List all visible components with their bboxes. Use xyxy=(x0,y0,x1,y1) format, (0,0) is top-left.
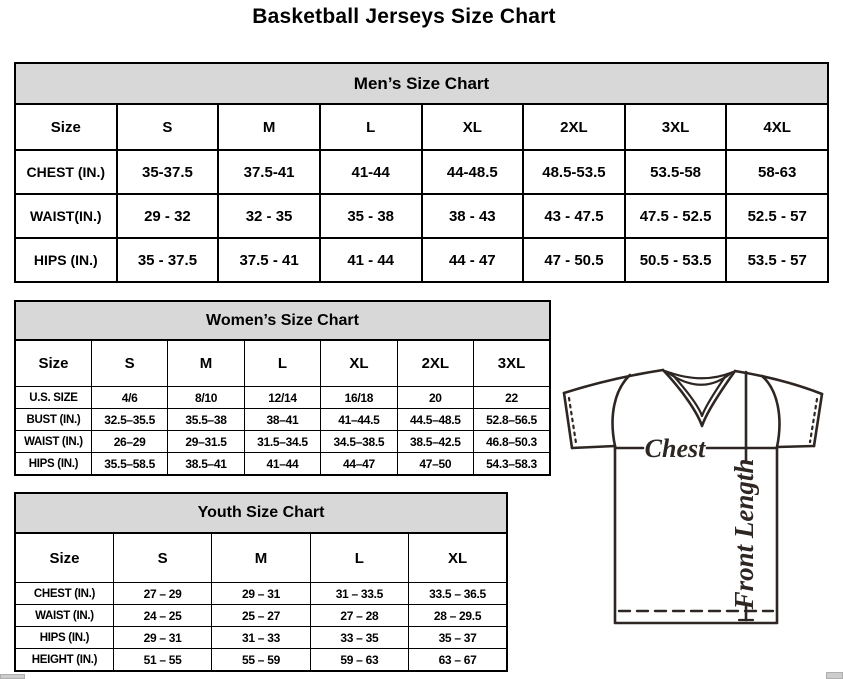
table-row xyxy=(15,150,828,194)
size-value-cell: 50.5 - 53.5 xyxy=(625,238,727,282)
size-value-cell: 32.5–35.5 xyxy=(91,409,167,431)
column-header-row xyxy=(15,340,550,387)
column-header: 2XL xyxy=(523,104,625,150)
size-value-cell: 35.5–58.5 xyxy=(91,453,167,476)
size-value-cell: 35-37.5 xyxy=(117,150,219,194)
column-header: XL xyxy=(409,533,507,583)
column-header: 2XL xyxy=(397,340,473,387)
size-value-cell: 55 – 59 xyxy=(212,649,310,672)
jersey-outline-icon xyxy=(556,362,840,664)
size-value-cell: 35 - 37.5 xyxy=(117,238,219,282)
size-value-cell: 44 - 47 xyxy=(422,238,524,282)
size-value-cell: 28 – 29.5 xyxy=(409,605,507,627)
size-value-cell: 41–44.5 xyxy=(321,409,397,431)
size-value-cell: 41-44 xyxy=(320,150,422,194)
table-row xyxy=(15,627,507,649)
table-row xyxy=(15,238,828,282)
row-label: CHEST (IN.) xyxy=(15,583,113,605)
size-value-cell: 52.8–56.5 xyxy=(474,409,550,431)
column-header: S xyxy=(117,104,219,150)
size-value-cell: 29 – 31 xyxy=(212,583,310,605)
table-title-row xyxy=(15,63,828,104)
size-value-cell: 46.8–50.3 xyxy=(474,431,550,453)
table-row xyxy=(15,453,550,476)
size-value-cell: 24 – 25 xyxy=(113,605,211,627)
scrollbar-corner-fragment[interactable] xyxy=(826,672,843,679)
size-value-cell: 38.5–42.5 xyxy=(397,431,473,453)
column-header: 3XL xyxy=(474,340,550,387)
column-header: 4XL xyxy=(726,104,828,150)
front-length-label: Front Length xyxy=(729,458,759,610)
size-value-cell: 54.3–58.3 xyxy=(474,453,550,476)
size-value-cell: 38 - 43 xyxy=(422,194,524,238)
row-label: HIPS (IN.) xyxy=(15,627,113,649)
womens-size-table xyxy=(14,300,551,476)
size-value-cell: 29–31.5 xyxy=(168,431,244,453)
size-value-cell: 59 – 63 xyxy=(310,649,408,672)
size-value-cell: 27 – 29 xyxy=(113,583,211,605)
size-value-cell: 33.5 – 36.5 xyxy=(409,583,507,605)
column-header-row xyxy=(15,104,828,150)
size-value-cell: 52.5 - 57 xyxy=(726,194,828,238)
table-row xyxy=(15,605,507,627)
row-label: WAIST (IN.) xyxy=(15,431,91,453)
row-label: HEIGHT (IN.) xyxy=(15,649,113,672)
size-value-cell: 20 xyxy=(397,387,473,409)
size-value-cell: 33 – 35 xyxy=(310,627,408,649)
column-header: 3XL xyxy=(625,104,727,150)
size-value-cell: 35 - 38 xyxy=(320,194,422,238)
youth-size-table xyxy=(14,492,508,672)
size-value-cell: 26–29 xyxy=(91,431,167,453)
size-value-cell: 37.5-41 xyxy=(218,150,320,194)
size-value-cell: 35.5–38 xyxy=(168,409,244,431)
table-row xyxy=(15,431,550,453)
column-header: L xyxy=(310,533,408,583)
size-value-cell: 47 - 50.5 xyxy=(523,238,625,282)
row-label: HIPS (IN.) xyxy=(15,453,91,476)
column-header: L xyxy=(320,104,422,150)
size-value-cell: 41–44 xyxy=(244,453,320,476)
size-value-cell: 44–47 xyxy=(321,453,397,476)
size-value-cell: 34.5–38.5 xyxy=(321,431,397,453)
size-value-cell: 43 - 47.5 xyxy=(523,194,625,238)
youth-chart-title: Youth Size Chart xyxy=(15,493,507,533)
mens-size-table xyxy=(14,62,829,283)
size-value-cell: 58-63 xyxy=(726,150,828,194)
size-value-cell: 29 – 31 xyxy=(113,627,211,649)
row-label: U.S. SIZE xyxy=(15,387,91,409)
table-title-row xyxy=(15,301,550,340)
size-value-cell: 31 – 33 xyxy=(212,627,310,649)
size-value-cell: 53.5 - 57 xyxy=(726,238,828,282)
table-title-row xyxy=(15,493,507,533)
column-header: S xyxy=(91,340,167,387)
size-value-cell: 48.5-53.5 xyxy=(523,150,625,194)
table-row xyxy=(15,409,550,431)
size-value-cell: 12/14 xyxy=(244,387,320,409)
row-label: WAIST(IN.) xyxy=(15,194,117,238)
column-header: M xyxy=(218,104,320,150)
size-value-cell: 16/18 xyxy=(321,387,397,409)
size-value-cell: 29 - 32 xyxy=(117,194,219,238)
size-value-cell: 51 – 55 xyxy=(113,649,211,672)
size-value-cell: 4/6 xyxy=(91,387,167,409)
size-value-cell: 47.5 - 52.5 xyxy=(625,194,727,238)
size-value-cell: 22 xyxy=(474,387,550,409)
column-header: M xyxy=(168,340,244,387)
size-value-cell: 37.5 - 41 xyxy=(218,238,320,282)
womens-chart-title: Women’s Size Chart xyxy=(15,301,550,340)
size-value-cell: 25 – 27 xyxy=(212,605,310,627)
size-value-cell: 47–50 xyxy=(397,453,473,476)
size-value-cell: 27 – 28 xyxy=(310,605,408,627)
jersey-measurement-diagram xyxy=(556,362,840,664)
column-header: L xyxy=(244,340,320,387)
row-label: CHEST (IN.) xyxy=(15,150,117,194)
row-label: WAIST (IN.) xyxy=(15,605,113,627)
column-header: Size xyxy=(15,533,113,583)
row-label: HIPS (IN.) xyxy=(15,238,117,282)
size-value-cell: 31 – 33.5 xyxy=(310,583,408,605)
column-header: XL xyxy=(422,104,524,150)
size-value-cell: 38–41 xyxy=(244,409,320,431)
size-value-cell: 38.5–41 xyxy=(168,453,244,476)
size-value-cell: 31.5–34.5 xyxy=(244,431,320,453)
size-value-cell: 8/10 xyxy=(168,387,244,409)
size-value-cell: 41 - 44 xyxy=(320,238,422,282)
column-header: Size xyxy=(15,104,117,150)
table-row xyxy=(15,387,550,409)
size-value-cell: 44-48.5 xyxy=(422,150,524,194)
size-value-cell: 63 – 67 xyxy=(409,649,507,672)
page-title: Basketball Jerseys Size Chart xyxy=(252,5,556,28)
chest-label: Chest xyxy=(644,434,706,463)
table-row xyxy=(15,649,507,672)
column-header: S xyxy=(113,533,211,583)
column-header: XL xyxy=(321,340,397,387)
column-header: Size xyxy=(15,340,91,387)
mens-chart-title: Men’s Size Chart xyxy=(15,63,828,104)
horizontal-scrollbar-fragment[interactable] xyxy=(0,674,25,679)
size-value-cell: 44.5–48.5 xyxy=(397,409,473,431)
size-value-cell: 32 - 35 xyxy=(218,194,320,238)
table-row xyxy=(15,194,828,238)
size-value-cell: 53.5-58 xyxy=(625,150,727,194)
size-value-cell: 35 – 37 xyxy=(409,627,507,649)
column-header: M xyxy=(212,533,310,583)
row-label: BUST (IN.) xyxy=(15,409,91,431)
table-row xyxy=(15,583,507,605)
column-header-row xyxy=(15,533,507,583)
